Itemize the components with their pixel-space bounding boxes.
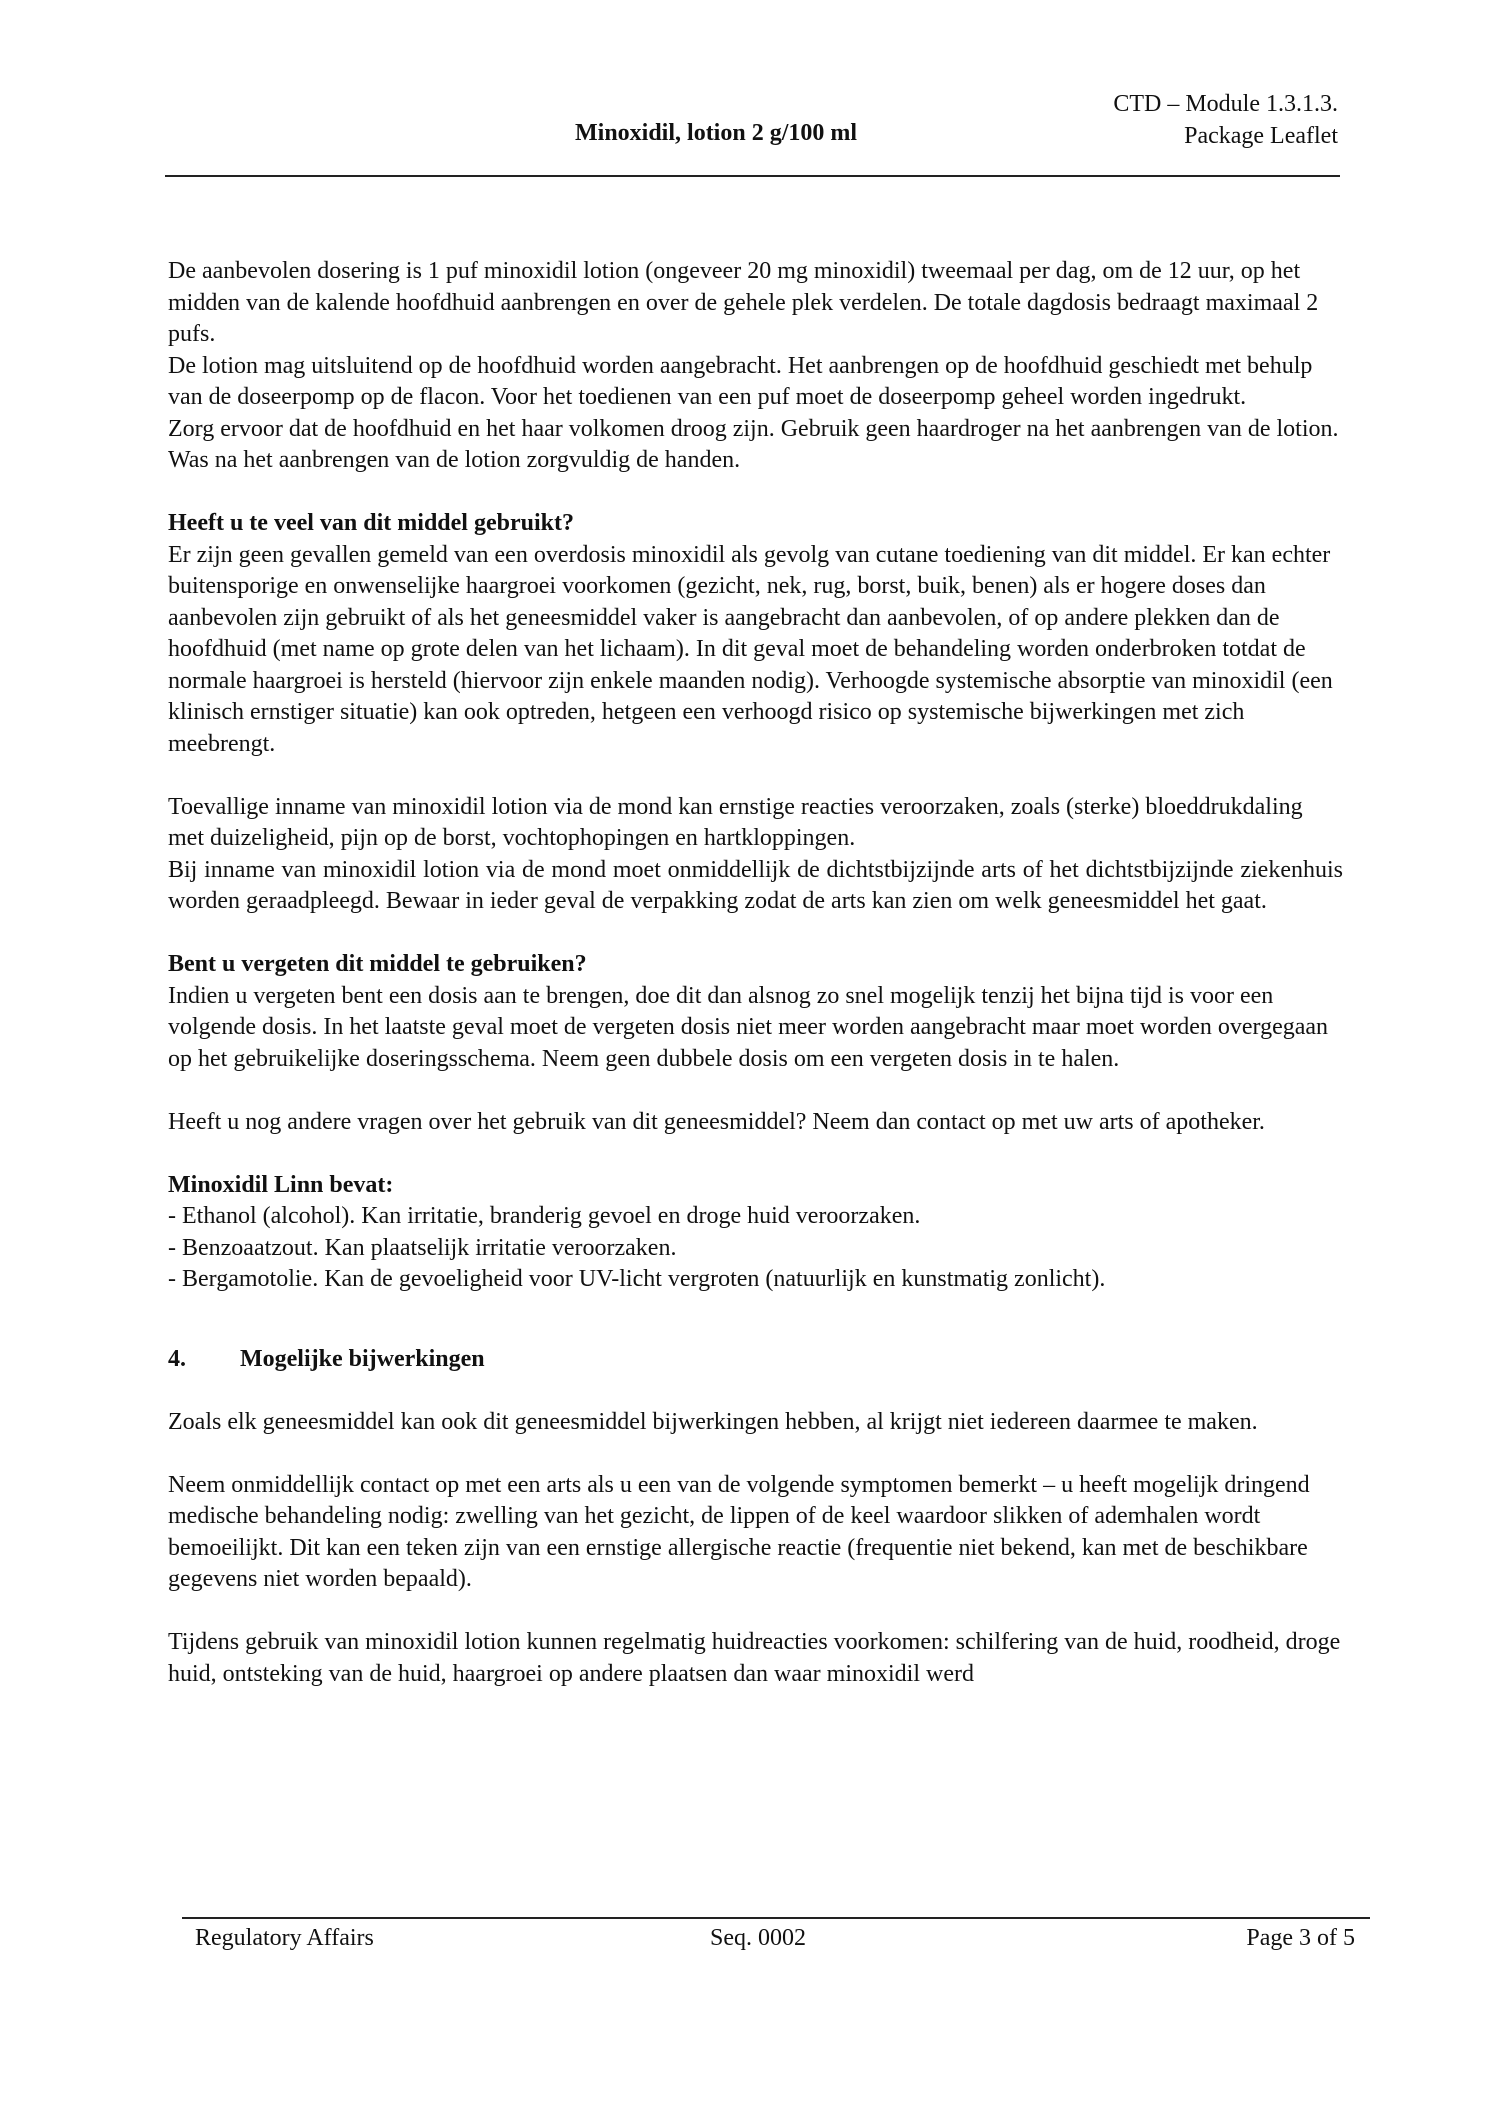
document-title: Minoxidil, lotion 2 g/100 ml xyxy=(575,120,858,146)
section-number: 4. xyxy=(168,1345,186,1372)
module-label: CTD – Module 1.3.1.3. xyxy=(1113,91,1338,117)
forgotten-paragraph: Indien u vergeten bent een dosis aan te brengen, doe dit dan alsnog zo snel mogelijk tenzij het bijna tijd is voor een volgende dosis. In het laatste geval moet de vergeten dosis niet meer worden aangebracht maar moet worden overgegaan op het gebruikelijke doseringsschema. Neem geen dubbele dosis om een vergeten dosis in te halen. xyxy=(168,982,1329,1072)
section-4-heading xyxy=(168,1344,1343,1376)
overdose-paragraph: Er zijn geen gevallen gemeld van een overdosis minoxidil als gevolg van cutane toediening van dit middel. Er kan echter buitensporige en onwenselijke haargroei voorkomen (gezicht, nek, rug, borst, buik, benen) als er hogere doses dan aanbevolen zijn gebruikt of als het geneesmiddel vaker is aangebracht dan aanbevolen, of op andere plekken dan de hoofdhuid (met name op grote delen van het lichaam). In dit geval moet de behandeling worden onderbroken totdat de normale haargroei is hersteld (hiervoor zijn enkele maanden nodig). Verhoogde systemische absorptie van minoxidil (een klinisch ernstiger situatie) kan ook optreden, hetgeen een verhoogd risico op systemische bijwerkingen met zich meebrengt. xyxy=(168,541,1333,757)
oral-intake-paragraph-2: Bij inname van minoxidil lotion via de mond moet onmiddellijk de dichtstbijzijnde arts of het dichtstbijzijnde ziekenhuis worden geraadpleegd. Bewaar in ieder geval de verpakking zodat de arts kan zien om welk geneesmiddel het gaat. xyxy=(168,856,1343,914)
footer-divider xyxy=(182,1917,1370,1919)
side-effects-intro: Zoals elk geneesmiddel kan ook dit geneesmiddel bijwerkingen hebben, al krijgt niet iedereen daarmee te maken. xyxy=(168,1408,1258,1435)
section-title: Mogelijke bijwerkingen xyxy=(240,1345,485,1372)
header-divider xyxy=(165,175,1340,177)
oral-intake-paragraph-1: Toevallige inname van minoxidil lotion via de mond kan ernstige reacties veroorzaken, zoals (sterke) bloeddrukdaling met duizeligheid, pijn op de borst, vochtophopingen en hartkloppingen. xyxy=(168,793,1303,851)
contains-item: - Benzoaatzout. Kan plaatselijk irritatie veroorzaken. xyxy=(168,1234,677,1261)
page-footer xyxy=(195,1922,1355,1956)
dosage-paragraph-3: Zorg ervoor dat de hoofdhuid en het haar volkomen droog zijn. Gebruik geen haardroger na het aanbrengen van de lotion. Was na het aanbrengen van de lotion zorgvuldig de handen. xyxy=(168,415,1339,473)
page-header xyxy=(165,84,1340,176)
header-right-block xyxy=(1113,88,1338,152)
contains-item: - Bergamotolie. Kan de gevoeligheid voor UV-licht vergroten (natuurlijk en kunstmatig zonlicht). xyxy=(168,1266,1106,1292)
contains-item: - Ethanol (alcohol). Kan irritatie, branderig gevoel en droge huid veroorzaken. xyxy=(168,1203,921,1229)
dosage-paragraph-2: De lotion mag uitsluitend op de hoofdhuid worden aangebracht. Het aanbrengen op de hoofdhuid geschiedt met behulp van de doseerpomp op de flacon. Voor het toedienen van een puf moet de doseerpomp geheel worden ingedrukt. xyxy=(168,352,1313,410)
contains-heading: Minoxidil Linn bevat: xyxy=(168,1171,394,1198)
footer-sequence: Seq. 0002 xyxy=(710,1925,806,1951)
overdose-heading: Heeft u te veel van dit middel gebruikt? xyxy=(168,510,574,536)
footer-department: Regulatory Affairs xyxy=(195,1925,374,1951)
allergic-reaction-paragraph: Neem onmiddellijk contact op met een arts als u een van de volgende symptomen bemerkt – u heeft mogelijk dringend medische behandeling nodig: zwelling van het gezicht, de lippen of de keel waardoor slikken of ademhalen wordt bemoeilijkt. Dit kan een teken zijn van een ernstige allergische reactie (frequentie niet bekend, kan met de beschikbare gegevens niet worden bepaald). xyxy=(168,1471,1310,1592)
document-body xyxy=(168,256,1343,1690)
skin-reactions-paragraph: Tijdens gebruik van minoxidil lotion kunnen regelmatig huidreacties voorkomen: schilfering van de huid, roodheid, droge huid, ontsteking van de huid, haargroei op andere plaatsen dan waar minoxidil werd xyxy=(168,1629,1341,1687)
forgotten-heading: Bent u vergeten dit middel te gebruiken? xyxy=(168,951,587,977)
document-type-label: Package Leaflet xyxy=(1184,123,1338,149)
questions-paragraph: Heeft u nog andere vragen over het gebruik van dit geneesmiddel? Neem dan contact op met uw arts of apotheker. xyxy=(168,1108,1265,1135)
footer-page-number: Page 3 of 5 xyxy=(1246,1925,1355,1951)
dosage-paragraph-1: De aanbevolen dosering is 1 puf minoxidil lotion (ongeveer 20 mg minoxidil) tweemaal per dag, om de 12 uur, op het midden van de kalende hoofdhuid aanbrengen en over de gehele plek verdelen. De totale dagdosis bedraagt maximaal 2 pufs. xyxy=(168,258,1319,347)
